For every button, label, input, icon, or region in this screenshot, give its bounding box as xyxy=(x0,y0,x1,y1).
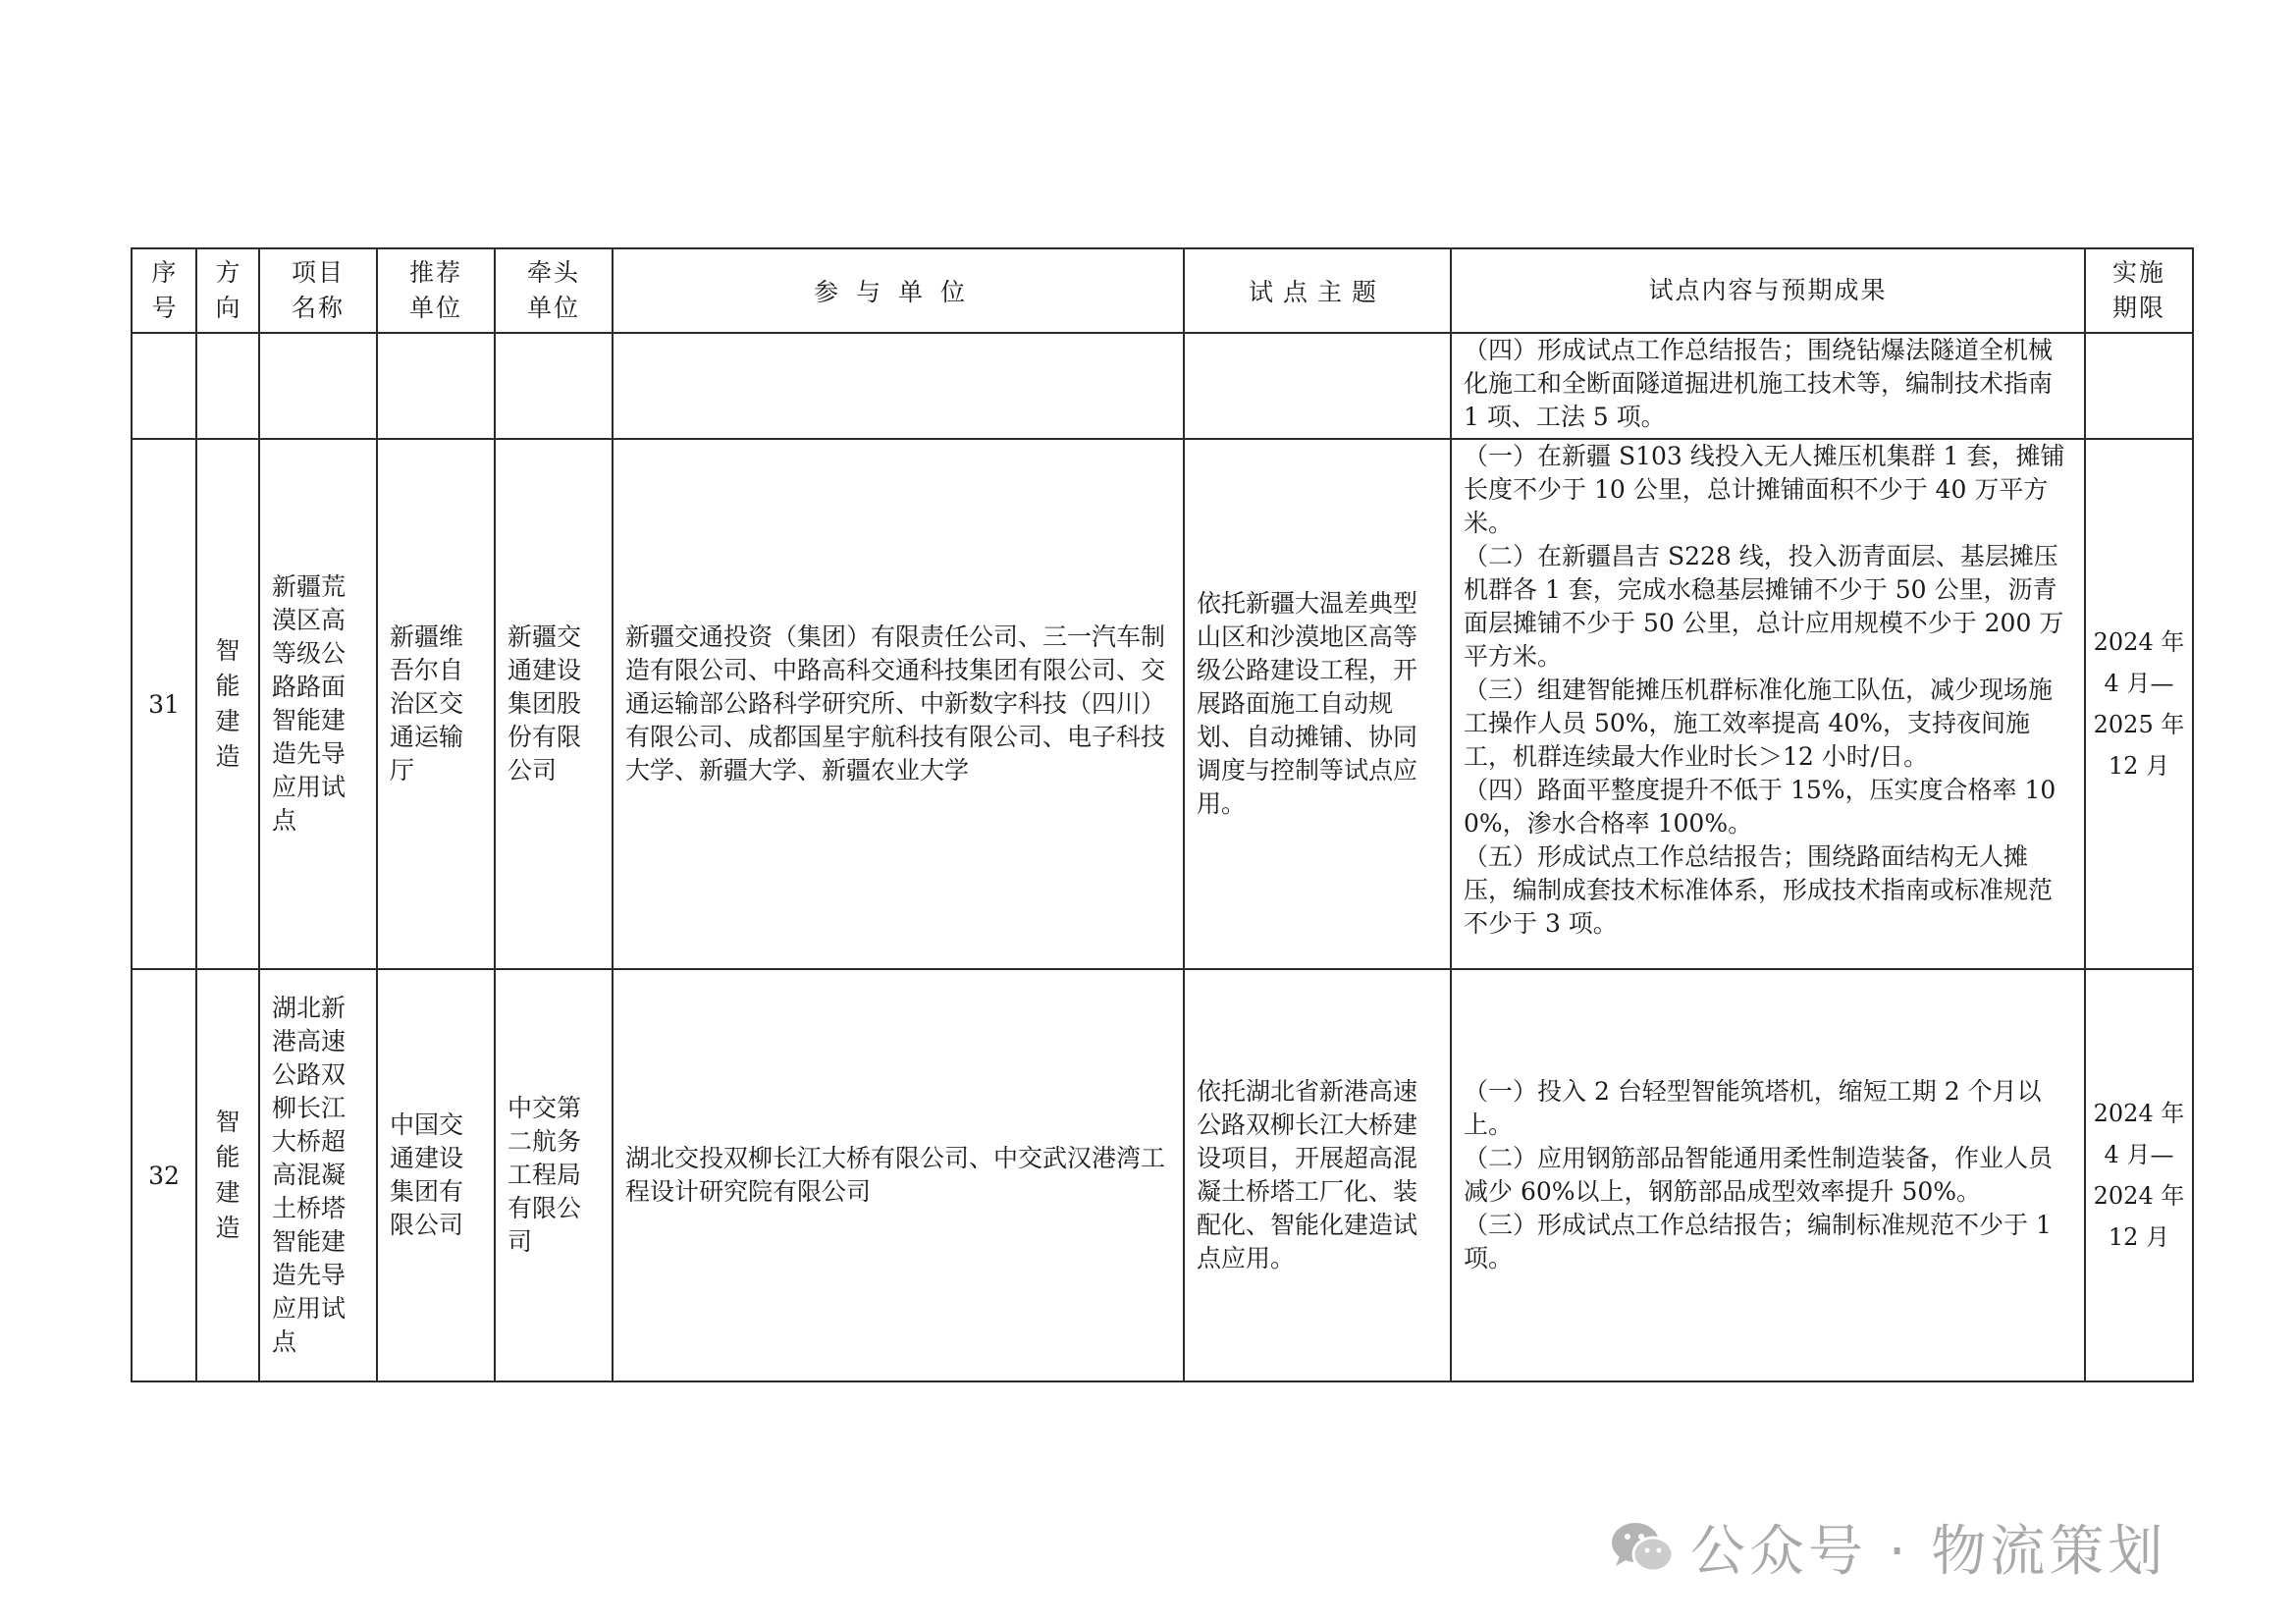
row-direction: 智能建造 xyxy=(196,439,259,969)
header-recommending-unit: 推荐单位 xyxy=(377,248,495,333)
period-line: 12 月 xyxy=(2108,1223,2170,1251)
period-line: 4 月— xyxy=(2104,670,2174,697)
header-direction: 方向 xyxy=(196,248,259,333)
row-content xyxy=(1451,969,2085,1381)
header-period: 实施期限 xyxy=(2085,248,2193,333)
row-pilot-theme: 依托新疆大温差典型山区和沙漠地区高等级公路建设工程，开展路面施工自动规划、自动摊铺、协同调度与控制等试点应用。 xyxy=(1184,439,1451,969)
row-participants: 湖北交投双柳长江大桥有限公司、中交武汉港湾工程设计研究院有限公司 xyxy=(613,969,1184,1381)
header-participants: 参与单位 xyxy=(613,248,1184,333)
empty-cell xyxy=(613,333,1184,439)
empty-cell xyxy=(1184,333,1451,439)
empty-cell xyxy=(132,333,196,439)
content-item: （一）投入 2 台轻型智能筑塔机，缩短工期 2 个月以上。 xyxy=(1464,1077,2042,1139)
row-direction: 智能建造 xyxy=(196,969,259,1381)
content-item: （二）应用钢筋部品智能通用柔性制造装备，作业人员减少 60%以上，钢筋部品成型效率提升 50%。 xyxy=(1464,1144,2054,1206)
watermark xyxy=(1610,1508,2166,1587)
row-content xyxy=(1451,439,2085,969)
content-item: （五）形成试点工作总结报告；围绕路面结构无人摊压，编制成套技术标准体系，形成技术指南或标准规范不少于 3 项。 xyxy=(1464,842,2054,938)
row-seq: 31 xyxy=(132,439,196,969)
period-line: 2024 年 xyxy=(2093,1100,2185,1127)
row-period xyxy=(2085,969,2193,1381)
header-lead-unit: 牵头单位 xyxy=(495,248,613,333)
pilot-projects-table xyxy=(131,247,2194,1382)
header-pilot-theme: 试点主题 xyxy=(1184,248,1451,333)
content-item: （一）在新疆 S103 线投入无人摊压机集群 1 套，摊铺长度不少于 10 公里，总计摊铺面积不少于 40 万平方米。 xyxy=(1464,442,2065,537)
row-recommending-unit: 中国交通建设集团有限公司 xyxy=(377,969,495,1381)
header-project-name: 项目名称 xyxy=(259,248,377,333)
content-item: （四）形成试点工作总结报告；围绕钻爆法隧道全机械化施工和全断面隧道掘进机施工技术等，编制技术指南 1 项、工法 5 项。 xyxy=(1464,336,2054,431)
row-project-name: 新疆荒漠区高等级公路路面智能建造先导应用试点 xyxy=(259,439,377,969)
continuation-row xyxy=(132,333,2193,439)
content-item: （四）路面平整度提升不低于 15%，压实度合格率 100%，渗水合格率 100%。 xyxy=(1464,776,2056,838)
continuation-content xyxy=(1451,333,2085,439)
empty-cell xyxy=(259,333,377,439)
row-seq: 32 xyxy=(132,969,196,1381)
row-recommending-unit: 新疆维吾尔自治区交通运输厅 xyxy=(377,439,495,969)
period-line: 2024 年 xyxy=(2093,1182,2185,1210)
table-row xyxy=(132,439,2193,969)
row-lead-unit: 中交第二航务工程局有限公司 xyxy=(495,969,613,1381)
period-line: 2024 年 xyxy=(2093,628,2185,656)
wechat-icon xyxy=(1610,1519,1675,1576)
row-pilot-theme: 依托湖北省新港高速公路双柳长江大桥建设项目，开展超高混凝土桥塔工厂化、装配化、智能化建造试点应用。 xyxy=(1184,969,1451,1381)
content-item: （三）形成试点工作总结报告；编制标准规范不少于 1 项。 xyxy=(1464,1211,2052,1272)
row-participants: 新疆交通投资（集团）有限责任公司、三一汽车制造有限公司、中路高科交通科技集团有限公司、交通运输部公路科学研究所、中新数字科技（四川）有限公司、成都国星宇航科技有限公司、电子科技大学、新疆大学、新疆农业大学 xyxy=(613,439,1184,969)
content-item: （三）组建智能摊压机群标准化施工队伍，减少现场施工操作人员 50%，施工效率提高 40%，支持夜间施工，机群连续最大作业时长＞12 小时/日。 xyxy=(1464,676,2054,771)
table-row xyxy=(132,969,2193,1381)
header-row xyxy=(132,248,2193,333)
watermark-text: 公众号 · 物流策划 xyxy=(1690,1520,2167,1584)
row-period xyxy=(2085,439,2193,969)
empty-cell xyxy=(2085,333,2193,439)
header-content: 试点内容与预期成果 xyxy=(1451,248,2085,333)
empty-cell xyxy=(377,333,495,439)
period-line: 12 月 xyxy=(2108,752,2170,780)
period-line: 4 月— xyxy=(2104,1141,2174,1168)
period-line: 2025 年 xyxy=(2093,711,2185,738)
row-lead-unit: 新疆交通建设集团股份有限公司 xyxy=(495,439,613,969)
empty-cell xyxy=(196,333,259,439)
row-project-name: 湖北新港高速公路双柳长江大桥超高混凝土桥塔智能建造先导应用试点 xyxy=(259,969,377,1381)
content-item: （二）在新疆昌吉 S228 线，投入沥青面层、基层摊压机群各 1 套，完成水稳基层摊铺不少于 50 公里，沥青面层摊铺不少于 50 公里，总计应用规模不少于 200 万平方米。 xyxy=(1464,542,2064,671)
empty-cell xyxy=(495,333,613,439)
header-seq: 序号 xyxy=(132,248,196,333)
